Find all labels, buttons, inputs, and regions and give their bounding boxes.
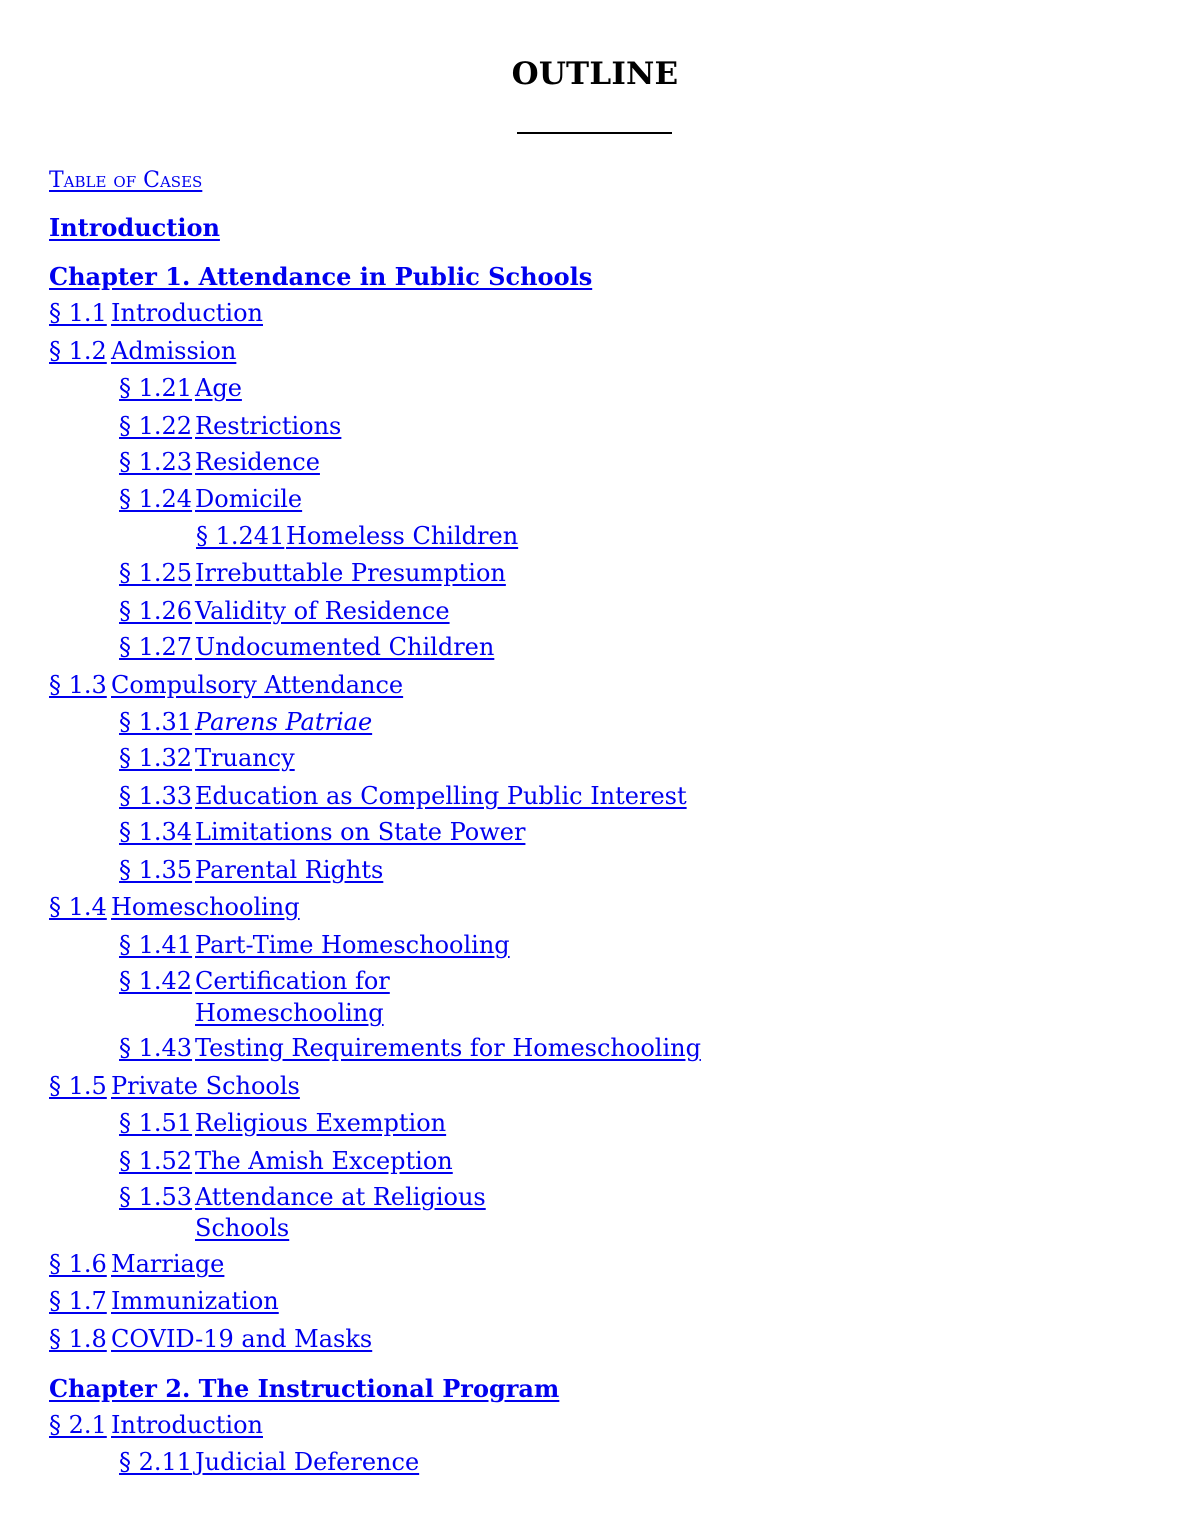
section-title-link[interactable]: Parental Rights: [195, 856, 384, 884]
toc-item-1-42[interactable]: [119, 965, 390, 1029]
section-number-link[interactable]: § 1.27: [119, 633, 193, 661]
section-title-link[interactable]: COVID-19 and Masks: [111, 1325, 373, 1353]
toc-item-1-31[interactable]: [119, 706, 373, 738]
section-number-link[interactable]: § 1.5: [49, 1072, 107, 1100]
section-title-link-continued[interactable]: Schools: [195, 1214, 290, 1242]
section-title-link[interactable]: Irrebuttable Presumption: [195, 559, 506, 587]
toc-item-table-of-cases[interactable]: [49, 163, 202, 197]
section-number-link[interactable]: § 2.11: [119, 1448, 193, 1476]
section-title-link[interactable]: Introduction: [111, 1411, 263, 1439]
toc-item-1-21[interactable]: [119, 372, 242, 404]
toc-item-1-24[interactable]: [119, 483, 303, 515]
section-number-link[interactable]: § 1.1: [49, 299, 107, 327]
toc-item-2-11[interactable]: [119, 1446, 420, 1478]
section-title-link[interactable]: Validity of Residence: [195, 597, 450, 625]
toc-item-introduction[interactable]: [49, 212, 220, 244]
page-title: OUTLINE: [511, 56, 679, 92]
section-number-link[interactable]: § 1.23: [119, 448, 193, 476]
toc-item-1-43[interactable]: [119, 1032, 701, 1064]
toc-item-1-2[interactable]: [49, 335, 237, 367]
section-number-link[interactable]: § 1.42: [119, 967, 193, 995]
toc-item-1-53[interactable]: [119, 1181, 486, 1245]
section-title-link[interactable]: Private Schools: [111, 1072, 300, 1100]
section-number-link[interactable]: § 1.41: [119, 931, 193, 959]
section-title-link[interactable]: Limitations on State Power: [195, 818, 526, 846]
toc-item-1-33[interactable]: [119, 780, 687, 812]
section-title-link[interactable]: Restrictions: [195, 412, 342, 440]
toc-item-1-8[interactable]: [49, 1323, 373, 1355]
toc-item-1-5[interactable]: [49, 1070, 300, 1102]
toc-item-1-26[interactable]: [119, 595, 450, 627]
section-title-link[interactable]: Compulsory Attendance: [111, 671, 404, 699]
section-title-link[interactable]: Marriage: [111, 1250, 225, 1278]
section-number-link[interactable]: § 1.26: [119, 597, 193, 625]
section-number-link[interactable]: § 1.7: [49, 1287, 107, 1315]
section-number-link[interactable]: § 1.33: [119, 782, 193, 810]
section-number-link[interactable]: § 1.24: [119, 485, 193, 513]
toc-item-1-52[interactable]: [119, 1145, 453, 1177]
section-title-link[interactable]: Immunization: [111, 1287, 279, 1315]
section-title-link[interactable]: Residence: [195, 448, 320, 476]
section-number-link[interactable]: § 1.6: [49, 1250, 107, 1278]
section-title-link[interactable]: Age: [195, 374, 242, 402]
chapter-1-link[interactable]: Chapter 1. Attendance in Public Schools: [49, 262, 593, 291]
section-number-link[interactable]: § 1.22: [119, 412, 193, 440]
toc-item-1-27[interactable]: [119, 631, 495, 663]
section-number-link[interactable]: § 1.31: [119, 708, 193, 736]
section-number-link[interactable]: § 1.52: [119, 1147, 193, 1175]
section-number-link[interactable]: § 2.1: [49, 1411, 107, 1439]
toc-item-1-4[interactable]: [49, 891, 300, 923]
section-title-link[interactable]: Attendance at Religious: [195, 1183, 486, 1211]
title-rule: [517, 132, 672, 134]
section-number-link[interactable]: § 1.3: [49, 671, 107, 699]
section-title-link[interactable]: Education as Compelling Public Interest: [195, 782, 687, 810]
section-number-link[interactable]: § 1.25: [119, 559, 193, 587]
toc-item-2-1[interactable]: [49, 1409, 263, 1441]
section-title-link[interactable]: Introduction: [111, 299, 263, 327]
section-title-link[interactable]: Undocumented Children: [195, 633, 495, 661]
toc-item-1-32[interactable]: [119, 742, 295, 774]
section-title-link[interactable]: Truancy: [195, 744, 295, 772]
section-number-link[interactable]: § 1.241: [196, 522, 285, 550]
toc-item-1-7[interactable]: [49, 1285, 279, 1317]
section-title-link[interactable]: Testing Requirements for Homeschooling: [195, 1034, 701, 1062]
section-number-link[interactable]: § 1.2: [49, 337, 107, 365]
chapter-2-heading[interactable]: [49, 1373, 559, 1405]
section-title-link-continued[interactable]: Homeschooling: [195, 999, 384, 1027]
chapter-1-heading[interactable]: [49, 261, 592, 293]
toc-item-1-35[interactable]: [119, 854, 384, 886]
toc-item-1-34[interactable]: [119, 816, 526, 848]
section-number-link[interactable]: § 1.35: [119, 856, 193, 884]
section-title-link[interactable]: Admission: [111, 337, 237, 365]
section-number-link[interactable]: § 1.32: [119, 744, 193, 772]
section-number-link[interactable]: § 1.53: [119, 1183, 193, 1211]
section-title-link[interactable]: Certification for: [195, 967, 390, 995]
section-title-link[interactable]: Homeschooling: [111, 893, 300, 921]
section-title-link[interactable]: Part-Time Homeschooling: [195, 931, 510, 959]
section-number-link[interactable]: § 1.4: [49, 893, 107, 921]
section-number-link[interactable]: § 1.51: [119, 1109, 193, 1137]
section-title-link[interactable]: The Amish Exception: [195, 1147, 453, 1175]
toc-item-1-22[interactable]: [119, 410, 342, 442]
section-number-link[interactable]: § 1.8: [49, 1325, 107, 1353]
section-title-link[interactable]: Religious Exemption: [195, 1109, 447, 1137]
toc-item-1-3[interactable]: [49, 669, 404, 701]
section-title-link[interactable]: Judicial Deference: [195, 1448, 420, 1476]
section-number-link[interactable]: § 1.34: [119, 818, 193, 846]
toc-item-1-1[interactable]: [49, 297, 263, 329]
section-number-link[interactable]: § 1.43: [119, 1034, 193, 1062]
section-title-link[interactable]: Domicile: [195, 485, 303, 513]
section-title-link[interactable]: Parens Patriae: [195, 708, 373, 736]
toc-item-1-51[interactable]: [119, 1107, 447, 1139]
toc-item-1-23[interactable]: [119, 446, 320, 478]
introduction-link[interactable]: Introduction: [49, 213, 220, 242]
section-number-link[interactable]: § 1.21: [119, 374, 193, 402]
toc-item-1-41[interactable]: [119, 929, 510, 961]
chapter-2-link[interactable]: Chapter 2. The Instructional Program: [49, 1374, 560, 1403]
toc-item-1-6[interactable]: [49, 1248, 225, 1280]
section-title-link[interactable]: Homeless Children: [286, 522, 519, 550]
table-of-cases-link[interactable]: Table of Cases: [49, 168, 203, 193]
toc-item-1-25[interactable]: [119, 557, 506, 589]
toc-item-1-241[interactable]: [196, 520, 519, 552]
